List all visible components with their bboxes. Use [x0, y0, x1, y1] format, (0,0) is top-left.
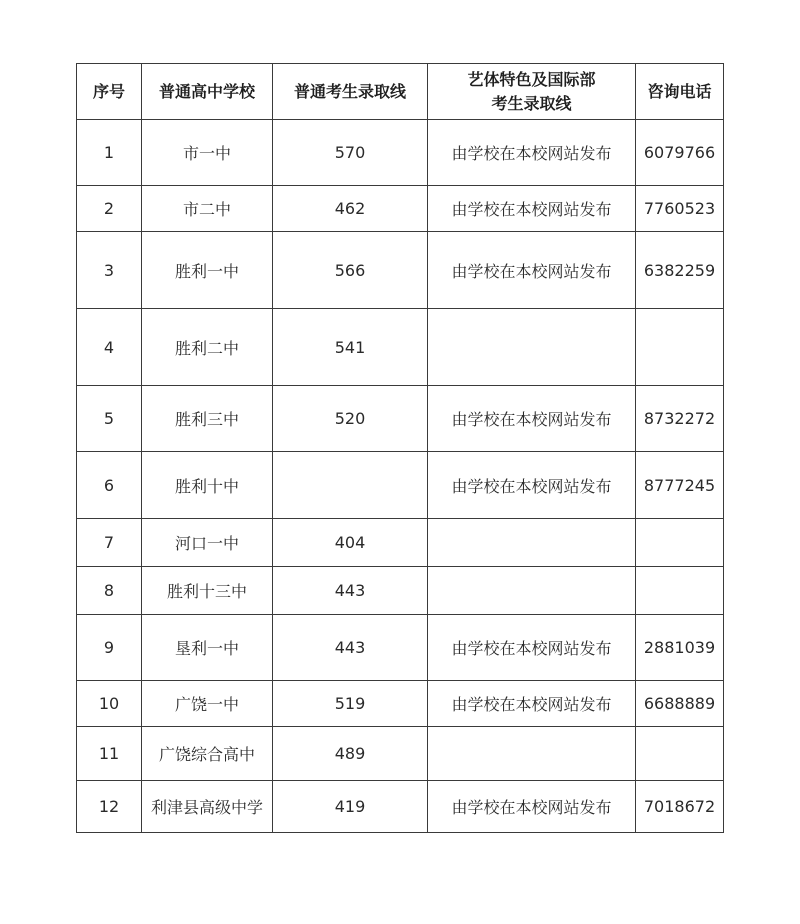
cell-score: 570	[273, 120, 428, 186]
cell-art	[428, 309, 636, 386]
cell-no: 10	[77, 681, 142, 727]
cell-no: 7	[77, 519, 142, 567]
table-row	[77, 120, 724, 186]
admission-score-table	[76, 63, 724, 833]
cell-phone: 2881039	[636, 615, 724, 681]
cell-art: 由学校在本校网站发布	[428, 681, 636, 727]
table-row	[77, 452, 724, 519]
cell-school: 胜利十三中	[142, 567, 273, 615]
table-row	[77, 615, 724, 681]
cell-score: 541	[273, 309, 428, 386]
header-score: 普通考生录取线	[273, 64, 428, 120]
cell-phone: 8732272	[636, 386, 724, 452]
cell-art: 由学校在本校网站发布	[428, 186, 636, 232]
cell-school: 胜利二中	[142, 309, 273, 386]
cell-no: 8	[77, 567, 142, 615]
cell-no: 4	[77, 309, 142, 386]
cell-phone	[636, 309, 724, 386]
cell-school: 河口一中	[142, 519, 273, 567]
cell-phone	[636, 519, 724, 567]
table-row	[77, 519, 724, 567]
cell-art: 由学校在本校网站发布	[428, 386, 636, 452]
cell-no: 2	[77, 186, 142, 232]
cell-score: 566	[273, 232, 428, 309]
cell-no: 1	[77, 120, 142, 186]
cell-score	[273, 452, 428, 519]
cell-no: 3	[77, 232, 142, 309]
cell-school: 胜利一中	[142, 232, 273, 309]
table-row	[77, 567, 724, 615]
cell-no: 12	[77, 781, 142, 833]
cell-phone: 6079766	[636, 120, 724, 186]
cell-no: 5	[77, 386, 142, 452]
header-phone: 咨询电话	[636, 64, 724, 120]
header-art-score	[428, 64, 636, 120]
cell-art: 由学校在本校网站发布	[428, 120, 636, 186]
header-art-line1: 艺体特色及国际部	[467, 69, 596, 89]
cell-score: 519	[273, 681, 428, 727]
header-no: 序号	[77, 64, 142, 120]
cell-no: 11	[77, 727, 142, 781]
header-art-line2: 考生录取线	[491, 93, 572, 113]
cell-no: 9	[77, 615, 142, 681]
table-row	[77, 781, 724, 833]
cell-art	[428, 567, 636, 615]
cell-school: 市一中	[142, 120, 273, 186]
cell-art	[428, 519, 636, 567]
cell-phone	[636, 727, 724, 781]
cell-score: 443	[273, 615, 428, 681]
cell-score: 462	[273, 186, 428, 232]
cell-art: 由学校在本校网站发布	[428, 615, 636, 681]
cell-school: 垦利一中	[142, 615, 273, 681]
cell-score: 419	[273, 781, 428, 833]
cell-phone: 6688889	[636, 681, 724, 727]
cell-art: 由学校在本校网站发布	[428, 781, 636, 833]
cell-phone: 6382259	[636, 232, 724, 309]
cell-phone	[636, 567, 724, 615]
table-row	[77, 232, 724, 309]
table-row	[77, 386, 724, 452]
cell-school: 广饶一中	[142, 681, 273, 727]
cell-phone: 8777245	[636, 452, 724, 519]
cell-no: 6	[77, 452, 142, 519]
table-row	[77, 681, 724, 727]
cell-school: 胜利十中	[142, 452, 273, 519]
cell-school: 广饶综合高中	[142, 727, 273, 781]
cell-art: 由学校在本校网站发布	[428, 232, 636, 309]
cell-school: 市二中	[142, 186, 273, 232]
cell-score: 443	[273, 567, 428, 615]
table-row	[77, 727, 724, 781]
table-row	[77, 309, 724, 386]
cell-score: 489	[273, 727, 428, 781]
header-row	[77, 64, 724, 120]
cell-school: 胜利三中	[142, 386, 273, 452]
cell-school: 利津县高级中学	[142, 781, 273, 833]
cell-score: 520	[273, 386, 428, 452]
cell-phone: 7760523	[636, 186, 724, 232]
cell-art	[428, 727, 636, 781]
table-row	[77, 186, 724, 232]
cell-phone: 7018672	[636, 781, 724, 833]
cell-score: 404	[273, 519, 428, 567]
cell-art: 由学校在本校网站发布	[428, 452, 636, 519]
header-school: 普通高中学校	[142, 64, 273, 120]
